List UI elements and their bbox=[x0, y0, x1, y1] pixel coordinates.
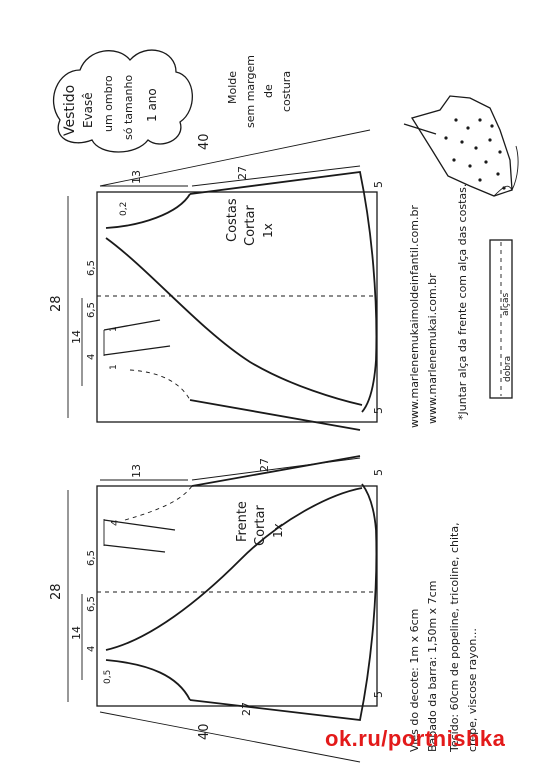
note-molde-1: Molde bbox=[226, 70, 239, 104]
front-dim-side-lower: 27 bbox=[240, 702, 253, 716]
front-dim-hem-bottom: 5 bbox=[372, 691, 385, 698]
dress-strap bbox=[404, 124, 436, 134]
materials-list bbox=[408, 522, 479, 753]
material-2: Babado da barra: 1,50m x 7cm bbox=[426, 580, 439, 752]
front-side-seam bbox=[190, 484, 376, 720]
back-dim-length: 40 bbox=[197, 133, 212, 150]
back-dim-hem-bottom: 5 bbox=[372, 407, 385, 414]
strap-strip-fold-label: dobra bbox=[503, 355, 513, 382]
front-dim-shoulder: 13 bbox=[130, 464, 143, 478]
title-line-1: Vestido bbox=[62, 84, 78, 136]
back-side-seam bbox=[190, 172, 376, 412]
back-dim-neck-2: 6,5 bbox=[86, 302, 97, 318]
material-3: Tecido: 60cm de popeline, tricoline, chita, bbox=[448, 522, 461, 752]
watermark: ok.ru/portnishka bbox=[325, 726, 506, 751]
back-piece-count: 1x bbox=[261, 223, 275, 238]
back-lower-seam bbox=[190, 400, 360, 430]
title-cloud bbox=[54, 50, 193, 152]
back-dim-side: 27 bbox=[236, 166, 249, 180]
back-dim-shoulder: 13 bbox=[130, 170, 143, 184]
dress-sketch bbox=[404, 96, 518, 196]
back-dashed-guide bbox=[130, 370, 190, 400]
back-dim-width: 28 bbox=[49, 295, 64, 312]
info-text bbox=[408, 184, 469, 428]
note-no-seam-allowance bbox=[226, 55, 293, 128]
back-dim-strap: 4 bbox=[86, 353, 97, 360]
back-dim-hem-top: 5 bbox=[372, 181, 385, 188]
front-dim-half: 14 bbox=[70, 626, 83, 640]
front-piece-instruction: Cortar bbox=[253, 505, 268, 546]
front-dim-side-line bbox=[192, 458, 360, 480]
front-armhole-curve bbox=[106, 660, 190, 700]
note-molde-4: costura bbox=[280, 70, 293, 112]
front-dim-neck-2: 6,5 bbox=[86, 596, 97, 612]
front-neckline-curve bbox=[106, 488, 362, 650]
front-dim-hem-top: 5 bbox=[372, 469, 385, 476]
strap-note: *Juntar alça da frente com alça das costas. bbox=[456, 183, 469, 420]
front-piece-name: Frente bbox=[235, 501, 250, 542]
back-strap bbox=[104, 320, 170, 355]
back-neckline-curve bbox=[106, 238, 362, 405]
front-piece bbox=[49, 456, 385, 762]
title-line-3: um ombro bbox=[102, 75, 115, 132]
back-dim-curve: 0,2 bbox=[119, 201, 129, 216]
front-dim-neck-1: 6,5 bbox=[86, 550, 97, 566]
front-dim-length: 40 bbox=[197, 723, 212, 740]
back-dim-small-1: 1 bbox=[109, 326, 119, 332]
front-dim-arm: 0,5 bbox=[103, 669, 113, 684]
strap-strip bbox=[490, 240, 513, 398]
title-line-5: 1 ano bbox=[145, 88, 159, 122]
dress-outline bbox=[412, 96, 512, 196]
strap-strip-label: alças bbox=[501, 292, 511, 316]
dress-ruffle bbox=[494, 146, 518, 196]
title-line-4: só tamanho bbox=[122, 74, 135, 140]
front-piece-count: 1x bbox=[271, 523, 285, 538]
front-dim-width: 28 bbox=[49, 583, 64, 600]
back-dim-half: 14 bbox=[70, 330, 83, 344]
back-piece-name: Costas bbox=[225, 198, 240, 242]
url-line-1: www.marlenemukaimoldeinfantil.com.br bbox=[408, 205, 421, 428]
front-dashed-guide bbox=[125, 486, 192, 520]
back-piece bbox=[49, 130, 385, 430]
front-dim-length-line bbox=[100, 712, 360, 762]
front-dim-strap-2: 4 bbox=[86, 645, 97, 652]
material-4: crepe, viscose rayon... bbox=[466, 628, 479, 752]
note-molde-3: de bbox=[262, 84, 275, 98]
back-piece-instruction: Cortar bbox=[243, 205, 258, 246]
front-upper-seam bbox=[192, 456, 360, 486]
title-line-2: Evasê bbox=[81, 92, 95, 128]
back-dim-neck-1: 6,5 bbox=[86, 260, 97, 276]
url-line-2: www.marlenemukai.com.br bbox=[426, 273, 439, 424]
front-dim-side: 27 bbox=[258, 458, 271, 472]
note-molde-2: sem margem bbox=[244, 55, 257, 128]
back-dim-small-2: 1 bbox=[109, 364, 119, 370]
material-1: Viés do decote: 1m x 6cm bbox=[408, 608, 421, 752]
front-dim-strap: 4 bbox=[110, 519, 121, 526]
